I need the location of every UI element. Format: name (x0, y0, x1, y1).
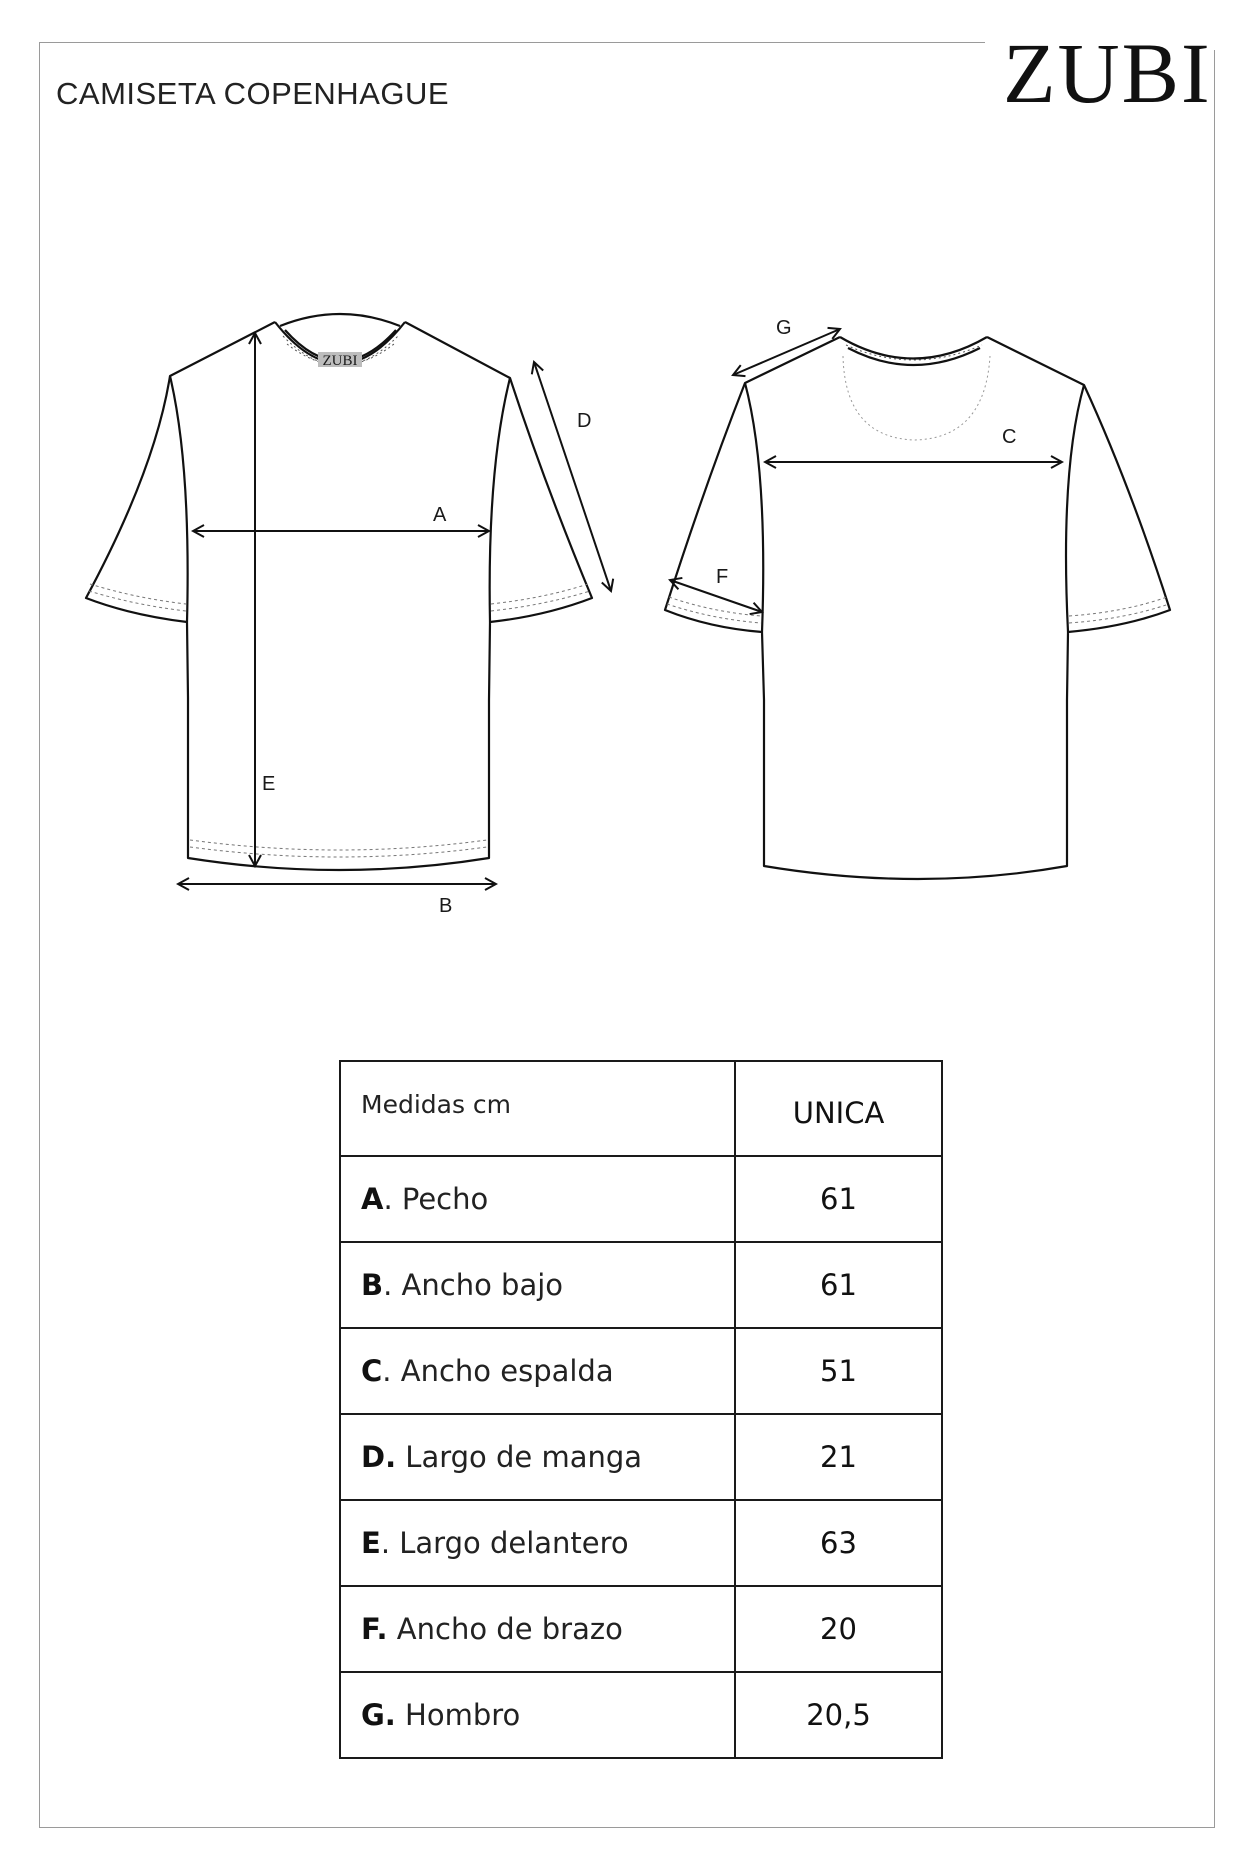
row-value: 61 (735, 1242, 942, 1328)
table-row (340, 1672, 942, 1758)
table-row (340, 1586, 942, 1672)
row-value: 63 (735, 1500, 942, 1586)
header-measure-label: Medidas cm (340, 1061, 735, 1156)
marker-f: F (716, 566, 729, 588)
row-name: Hombro (395, 1698, 521, 1732)
marker-a: A (433, 504, 447, 526)
back-yoke-stitch (843, 356, 990, 440)
back-body-outline (665, 337, 1170, 879)
row-letter: F. (361, 1612, 388, 1646)
marker-d: D (577, 410, 592, 432)
back-measure-arrows (670, 329, 1062, 612)
front-measure-arrows (178, 333, 611, 884)
row-name: . Ancho bajo (383, 1268, 564, 1302)
marker-c: C (1002, 426, 1017, 448)
marker-e: E (262, 773, 276, 795)
row-value: 20,5 (735, 1672, 942, 1758)
back-stitching (667, 597, 1169, 623)
row-value: 51 (735, 1328, 942, 1414)
row-letter: D. (361, 1440, 397, 1474)
table-row (340, 1414, 942, 1500)
front-neck-back (280, 314, 400, 326)
table-row (340, 1156, 942, 1242)
table-row (340, 1328, 942, 1414)
arrow-d (534, 362, 611, 591)
product-title: CAMISETA COPENHAGUE (56, 76, 450, 111)
row-letter: C (361, 1354, 383, 1388)
row-value: 20 (735, 1586, 942, 1672)
marker-g: G (776, 317, 792, 339)
row-name: . Pecho (383, 1182, 489, 1216)
front-armhole-left (170, 376, 188, 622)
row-letter: G. (361, 1698, 396, 1732)
table-row (340, 1500, 942, 1586)
row-name: Largo de manga (396, 1440, 643, 1474)
front-armhole-right (490, 378, 510, 622)
row-letter: E (361, 1526, 381, 1560)
collar-tag-label: ZUBI (322, 353, 358, 369)
table-header-row (340, 1061, 942, 1156)
row-value: 61 (735, 1156, 942, 1242)
table-row (340, 1242, 942, 1328)
back-armhole-right (1066, 385, 1084, 632)
back-armhole-left (745, 383, 763, 632)
row-name: . Ancho espalda (382, 1354, 614, 1388)
row-value: 21 (735, 1414, 942, 1500)
row-name: Ancho de brazo (387, 1612, 623, 1646)
row-letter: B (361, 1268, 384, 1302)
front-tshirt (86, 314, 592, 870)
front-stitching (89, 584, 590, 857)
header-size-label: UNICA (735, 1061, 942, 1156)
brand-logo: ZUBI (1003, 25, 1212, 121)
back-tshirt (665, 337, 1170, 879)
row-name: . Largo delantero (380, 1526, 629, 1560)
row-letter: A (361, 1182, 384, 1216)
measurements-table (339, 1060, 943, 1759)
marker-b: B (439, 895, 453, 917)
front-body-outline (86, 322, 592, 870)
